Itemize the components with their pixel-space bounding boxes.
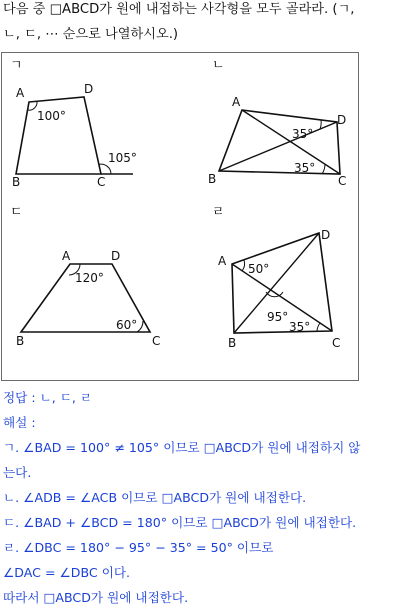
point-a-B: B (12, 175, 21, 189)
explanation-line-3: ㄴ. ∠ADB = ∠ACB 이므로 □ABCD가 원에 내접한다. (3, 490, 307, 505)
angle-c-2: 60° (116, 318, 138, 332)
point-b-D: D (337, 113, 347, 127)
explanation-line-1: ㄱ. ∠BAD = 100° ≠ 105° 이므로 □ABCD가 원에 내접하지 않 (3, 440, 361, 455)
figure-b (208, 58, 346, 188)
angle-arc-d3 (317, 323, 320, 331)
angle-arc-c2 (137, 321, 143, 332)
figure-box (1, 52, 359, 381)
point-c-D: D (111, 249, 121, 263)
explanation-line-4: ㄷ. ∠BAD + ∠BCD = 180° 이므로 □ABCD가 원에 내접한다. (3, 515, 357, 530)
angle-arc-b1 (320, 120, 321, 129)
point-d-D: D (321, 228, 331, 242)
answer-line: 정답 : ㄴ, ㄷ, ㄹ (3, 390, 93, 405)
angle-a-1: 100° (37, 109, 66, 123)
figure-c-label: ㄷ (10, 205, 23, 220)
figures-diagram (2, 53, 360, 382)
point-c-B: B (16, 334, 25, 348)
figure-c (10, 205, 160, 348)
point-b-C: C (338, 174, 347, 188)
point-a-D: D (84, 82, 94, 96)
point-d-B: B (228, 336, 237, 350)
question-line-1: 다음 중 □ABCD가 원에 내접하는 사각형을 모두 골라라. (ㄱ, (3, 2, 355, 17)
angle-b-2: 35° (294, 161, 316, 175)
point-c-A: A (62, 249, 71, 263)
question-line-2: ㄴ, ㄷ, ⋯ 순으로 나열하시오.) (3, 27, 179, 42)
angle-c-1: 120° (75, 271, 104, 285)
figure-d-label: ㄹ (212, 205, 225, 220)
point-d-C: C (332, 336, 341, 350)
explanation-line-7: 따라서 □ABCD가 원에 내접한다. (3, 590, 189, 605)
explanation-line-6: ∠DAC = ∠DBC 이다. (3, 565, 131, 580)
angle-a-2: 105° (108, 151, 137, 165)
figure-a (10, 58, 137, 189)
explanation-line-5: ㄹ. ∠DBC = 180° − 95° − 35° = 50° 이므로 (3, 540, 274, 555)
angle-d-2: 95° (267, 310, 289, 324)
point-c-C: C (152, 334, 161, 348)
point-b-A: A (232, 95, 241, 109)
angle-arc-d1 (242, 260, 245, 271)
angle-b-1: 35° (292, 127, 314, 141)
point-a-A: A (16, 86, 25, 100)
point-d-A: A (218, 254, 227, 268)
angle-arc-b2 (322, 164, 325, 174)
explanation-heading: 해설 : (3, 415, 36, 430)
angle-d-1: 50° (248, 262, 270, 276)
point-a-C: C (97, 175, 106, 189)
figure-a-label: ㄱ (10, 58, 23, 73)
explanation-line-2: 는다. (3, 465, 32, 480)
quadrilateral-b (219, 110, 340, 174)
figure-d (212, 205, 340, 350)
point-b-B: B (208, 172, 217, 186)
angle-d-3: 35° (289, 320, 311, 334)
figure-b-label: ㄴ (212, 58, 225, 73)
diagonal-b-bd (219, 122, 337, 171)
